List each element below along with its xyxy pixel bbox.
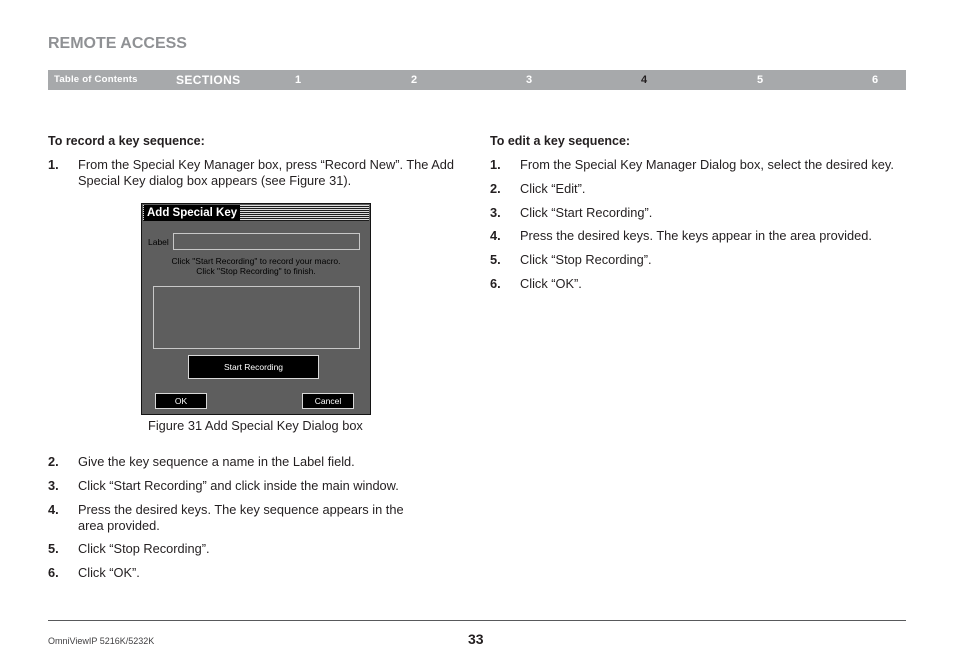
record-heading: To record a key sequence:: [48, 134, 205, 148]
section-nav-bar: [48, 70, 906, 90]
step-text: Click “Stop Recording”.: [520, 252, 652, 268]
step-number: 2.: [48, 454, 59, 469]
step-text: Click “OK”.: [78, 565, 140, 581]
step-number: 4.: [48, 501, 59, 517]
step-text: From the Special Key Manager Dialog box, select the desired key.: [520, 157, 894, 172]
footer-rule: [48, 620, 906, 621]
step-number: 3.: [48, 477, 59, 493]
edit-step-3: [490, 205, 906, 221]
edit-instructions: [490, 133, 906, 300]
record-step-6: [48, 565, 470, 581]
step-number: 2.: [490, 180, 501, 196]
record-instructions-continued: [48, 454, 470, 589]
sections-label: SECTIONS: [176, 73, 241, 87]
step-number: 5.: [490, 252, 501, 268]
step-number: 1.: [490, 157, 501, 172]
page-number: 33: [468, 631, 484, 647]
step-text: Give the key sequence a name in the Label field.: [78, 454, 355, 469]
cancel-button: Cancel: [302, 393, 354, 409]
step-number: 6.: [48, 565, 59, 581]
record-step-1: [48, 157, 470, 189]
stop-instruction-line: Click "Stop Recording" to finish.: [196, 266, 316, 276]
step-number: 5.: [48, 541, 59, 557]
label-field-caption: Label: [148, 237, 169, 247]
dialog-title-bar: [143, 205, 369, 221]
edit-step-2: [490, 181, 906, 197]
key-recording-area: [153, 286, 360, 349]
section-link-5[interactable]: 5: [756, 74, 764, 86]
step-text: From the Special Key Manager box, press “Record New”. The Add: [78, 157, 455, 172]
section-link-2[interactable]: 2: [410, 74, 418, 86]
add-special-key-dialog-screenshot: [141, 203, 371, 415]
product-name: OmniViewIP 5216K/5232K: [48, 636, 155, 646]
step-text: Click “Start Recording” and click inside the main window.: [78, 477, 399, 493]
step-text: Click “Edit”.: [520, 180, 586, 196]
step-text: Press the desired keys. The keys appear in the area provided.: [520, 228, 872, 244]
step-text: area provided.: [78, 517, 160, 533]
section-link-3[interactable]: 3: [525, 74, 533, 86]
label-input: [173, 233, 360, 250]
figure-caption: Figure 31 Add Special Key Dialog box: [148, 418, 363, 433]
step-text: Click “Start Recording”.: [520, 204, 653, 220]
step-text: Press the desired keys. The key sequence appears in the: [78, 501, 404, 517]
start-recording-button: Start Recording: [188, 355, 319, 379]
edit-step-6: [490, 276, 906, 292]
record-step-3: [48, 478, 470, 494]
step-text: Click “Stop Recording”.: [78, 541, 210, 557]
step-number: 4.: [490, 228, 501, 244]
table-of-contents-link[interactable]: Table of Contents: [54, 74, 138, 85]
step-number: 1.: [48, 157, 59, 172]
record-step-2: [48, 454, 470, 470]
section-link-4[interactable]: 4: [640, 74, 648, 86]
record-instructions-intro: [48, 133, 470, 197]
edit-step-1: [490, 157, 906, 173]
step-number: 3.: [490, 204, 501, 220]
figure-31: [141, 203, 371, 435]
edit-step-4: [490, 228, 906, 244]
section-title: REMOTE ACCESS: [48, 35, 187, 52]
section-link-1[interactable]: 1: [294, 74, 302, 86]
edit-heading: To edit a key sequence:: [490, 134, 631, 148]
step-number: 6.: [490, 275, 501, 291]
record-instruction-line: Click "Start Recording" to record your macro.: [171, 256, 341, 266]
dialog-title: Add Special Key: [144, 205, 240, 221]
edit-step-5: [490, 252, 906, 268]
ok-button: OK: [155, 393, 207, 409]
step-text: Click “OK”.: [520, 275, 582, 291]
step-text: Special Key dialog box appears (see Figure 31).: [78, 173, 352, 188]
record-step-5: [48, 541, 470, 557]
record-step-4: [48, 502, 470, 534]
section-link-6[interactable]: 6: [871, 74, 879, 86]
